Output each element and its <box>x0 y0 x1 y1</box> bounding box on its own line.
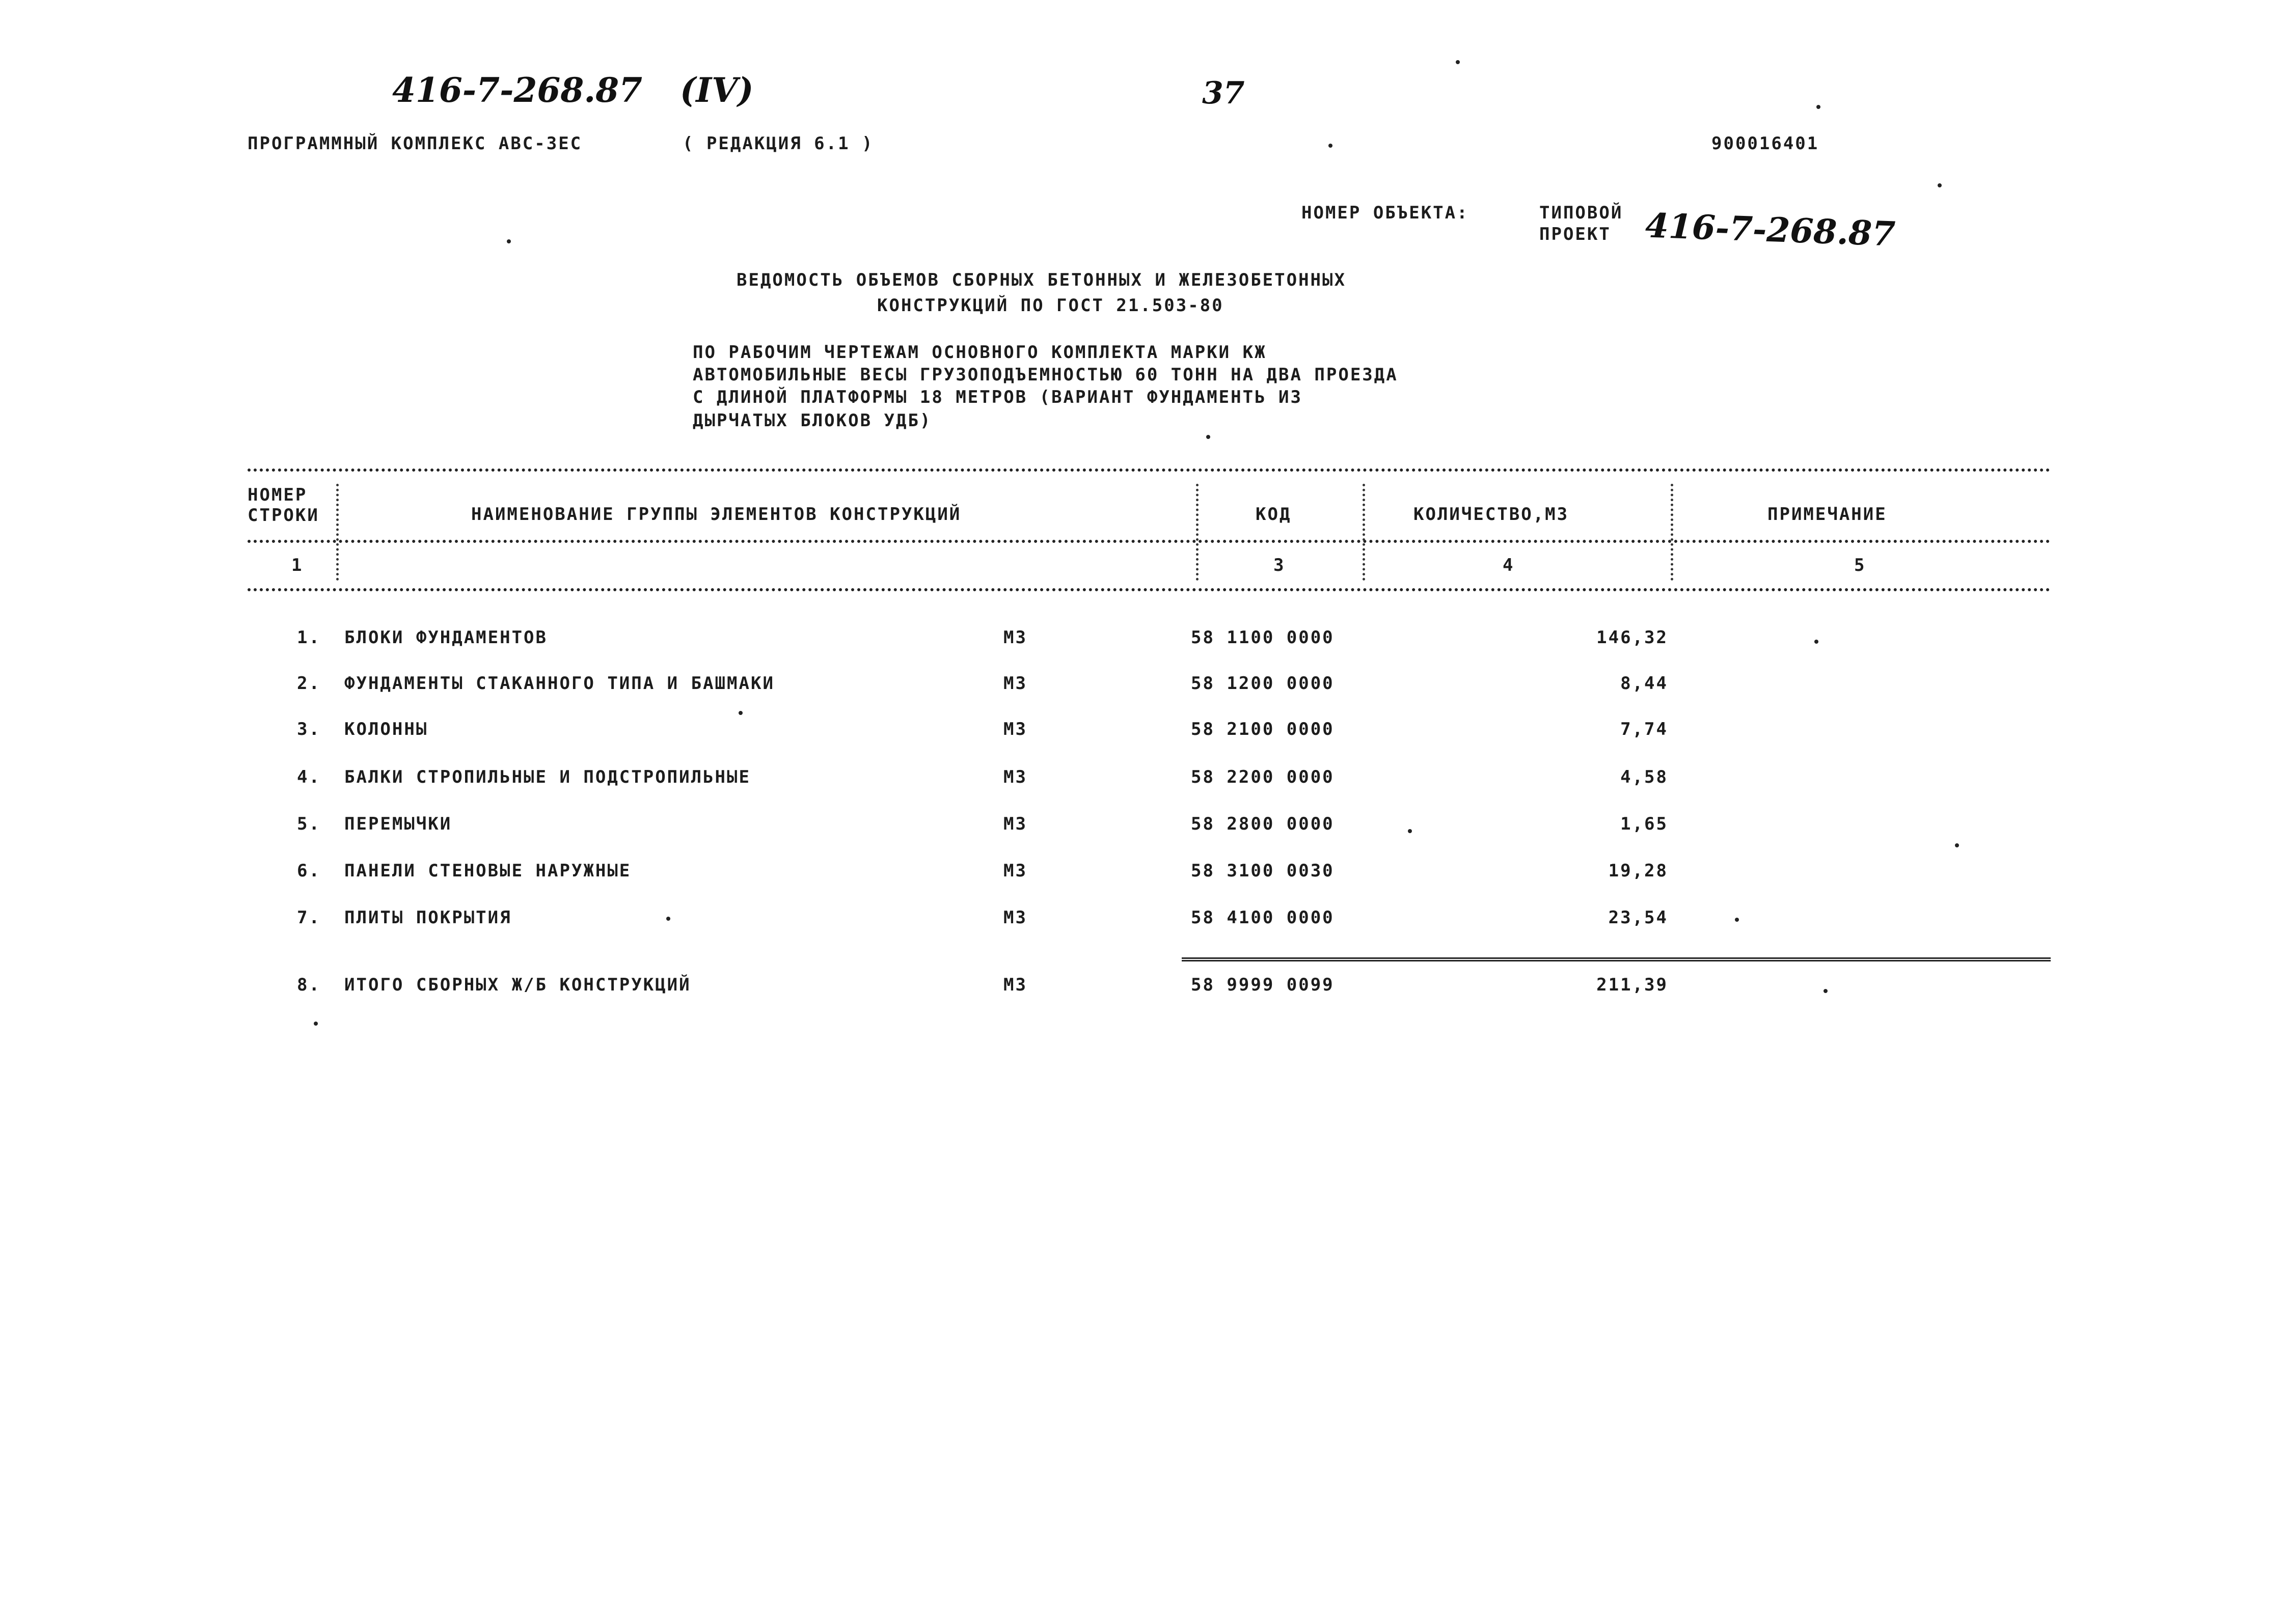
description-line2: АВТОМОБИЛЬНЫЕ ВЕСЫ ГРУЗОПОДЪЕМНОСТЬЮ 60 ТОНН НА ДВА ПРОЕЗДА <box>693 365 1398 385</box>
row-code: 58 2100 0000 <box>1191 719 1335 739</box>
col-number-3: 3 <box>1273 555 1286 575</box>
row-quantity: 4,58 <box>1620 767 1668 787</box>
row-number: 6. <box>297 861 321 881</box>
document-title-line2: КОНСТРУКЦИЙ ПО ГОСТ 21.503-80 <box>877 295 1224 316</box>
row-unit: М3 <box>1003 719 1027 739</box>
row-number: 1. <box>297 627 321 648</box>
program-line: ПРОГРАММНЫЙ КОМПЛЕКС АВС-3ЕС <box>248 133 583 154</box>
handwritten-project-number: 416-7-268.87 <box>1644 205 1896 254</box>
table-top-rule <box>248 469 2051 472</box>
row-unit: М3 <box>1003 907 1027 928</box>
col-number-1: 1 <box>291 555 304 575</box>
row-code: 58 1100 0000 <box>1191 627 1335 648</box>
total-number: 8. <box>297 975 321 995</box>
description-line4: ДЫРЧАТЫХ БЛОКОВ УДБ) <box>693 410 932 431</box>
col-number-5: 5 <box>1854 555 1866 575</box>
header-note: ПРИМЕЧАНИЕ <box>1767 504 1887 525</box>
header-row-number-line1: НОМЕР <box>248 485 308 505</box>
scan-speck <box>507 239 511 243</box>
row-name: БАЛКИ СТРОПИЛЬНЫЕ И ПОДСТРОПИЛЬНЫЕ <box>344 767 751 787</box>
col-separator <box>1363 484 1365 581</box>
col-separator <box>1671 484 1673 581</box>
volume-mark: (IV) <box>680 70 754 110</box>
table-header-rule <box>248 540 2051 543</box>
row-number: 5. <box>297 814 321 834</box>
row-code: 58 4100 0000 <box>1191 907 1335 928</box>
scan-speck <box>666 917 670 921</box>
description-line3: С ДЛИНОЙ ПЛАТФОРМЫ 18 МЕТРОВ (ВАРИАНТ ФУНДАМЕНТЬ ИЗ <box>693 387 1302 407</box>
row-code: 58 3100 0030 <box>1191 861 1335 881</box>
row-unit: М3 <box>1003 627 1027 648</box>
row-quantity: 7,74 <box>1620 719 1668 739</box>
header-code: КОД <box>1256 504 1292 525</box>
handwritten-doc-number: 416-7-268.87 <box>392 70 643 110</box>
row-quantity: 1,65 <box>1620 814 1668 834</box>
total-code: 58 9999 0099 <box>1191 975 1335 995</box>
col-separator <box>1196 484 1199 581</box>
right-code: 900016401 <box>1711 133 1819 154</box>
total-unit: М3 <box>1003 975 1027 995</box>
row-name: КОЛОННЫ <box>344 719 428 739</box>
scan-speck <box>1816 105 1820 109</box>
scan-speck <box>1456 60 1460 64</box>
row-name: ПАНЕЛИ СТЕНОВЫЕ НАРУЖНЫЕ <box>344 861 632 881</box>
row-name: ПЛИТЫ ПОКРЫТИЯ <box>344 907 512 928</box>
scan-speck <box>1955 843 1959 847</box>
page-number: 37 <box>1202 75 1245 111</box>
scan-speck <box>739 711 743 715</box>
row-quantity: 19,28 <box>1608 861 1668 881</box>
row-quantity: 23,54 <box>1608 907 1668 928</box>
total-separator <box>1182 957 2051 961</box>
scan-speck <box>1408 829 1412 833</box>
row-number: 7. <box>297 907 321 928</box>
scan-speck <box>1735 918 1739 922</box>
total-name: ИТОГО СБОРНЫХ Ж/Б КОНСТРУКЦИЙ <box>344 975 691 995</box>
header-row-number-line2: СТРОКИ <box>248 505 319 526</box>
row-name: БЛОКИ ФУНДАМЕНТОВ <box>344 627 548 648</box>
scan-speck <box>1824 989 1828 993</box>
row-quantity: 146,32 <box>1596 627 1668 648</box>
row-number: 3. <box>297 719 321 739</box>
row-unit: М3 <box>1003 673 1027 694</box>
row-number: 4. <box>297 767 321 787</box>
object-number-label: НОМЕР ОБЪЕКТА: <box>1301 203 1469 223</box>
row-name: ФУНДАМЕНТЫ СТАКАННОГО ТИПА И БАШМАКИ <box>344 673 775 694</box>
row-number: 2. <box>297 673 321 694</box>
col-separator <box>336 484 339 581</box>
row-code: 58 2800 0000 <box>1191 814 1335 834</box>
object-type-line2: ПРОЕКТ <box>1539 224 1611 244</box>
row-unit: М3 <box>1003 861 1027 881</box>
row-code: 58 2200 0000 <box>1191 767 1335 787</box>
document-title-line1: ВЕДОМОСТЬ ОБЪЕМОВ СБОРНЫХ БЕТОННЫХ И ЖЕЛЕЗОБЕТОННЫХ <box>737 270 1346 290</box>
header-quantity: КОЛИЧЕСТВО,М3 <box>1413 504 1569 525</box>
row-quantity: 8,44 <box>1620 673 1668 694</box>
row-unit: М3 <box>1003 814 1027 834</box>
total-quantity: 211,39 <box>1596 975 1668 995</box>
table-colnum-rule <box>248 588 2051 591</box>
col-number-4: 4 <box>1503 555 1515 575</box>
row-code: 58 1200 0000 <box>1191 673 1335 694</box>
description-line1: ПО РАБОЧИМ ЧЕРТЕЖАМ ОСНОВНОГО КОМПЛЕКТА МАРКИ КЖ <box>693 342 1267 363</box>
scan-speck <box>1938 183 1942 187</box>
row-name: ПЕРЕМЫЧКИ <box>344 814 452 834</box>
row-unit: М3 <box>1003 767 1027 787</box>
scan-speck <box>1206 435 1210 439</box>
scan-speck <box>1328 144 1332 148</box>
object-type-line1: ТИПОВОЙ <box>1539 203 1623 223</box>
scan-speck <box>1814 640 1818 644</box>
edition: ( РЕДАКЦИЯ 6.1 ) <box>683 133 874 154</box>
scan-speck <box>314 1022 318 1026</box>
header-element-group-name: НАИМЕНОВАНИЕ ГРУППЫ ЭЛЕМЕНТОВ КОНСТРУКЦИЙ <box>471 504 962 525</box>
